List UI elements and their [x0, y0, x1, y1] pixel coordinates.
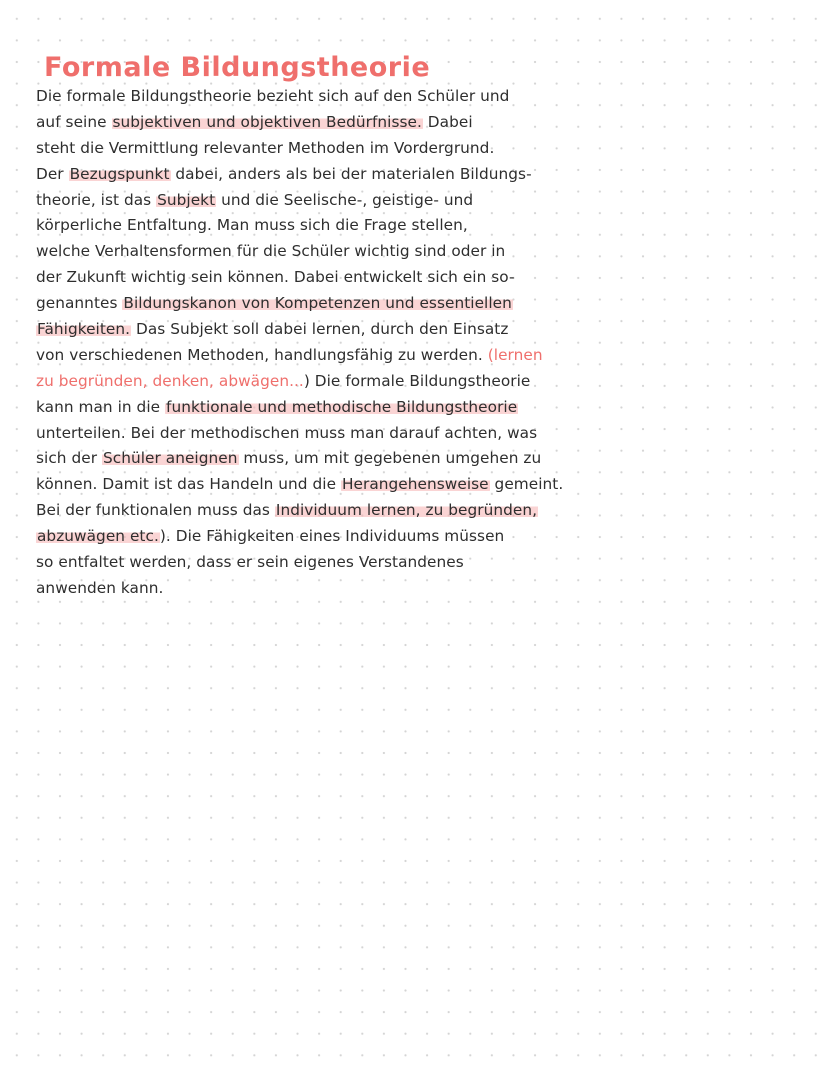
text-line: [36, 213, 826, 239]
text-line: [36, 576, 826, 602]
note-body: [36, 84, 826, 602]
text-line: [36, 369, 826, 395]
text-line: [36, 421, 826, 447]
text-line: [36, 239, 826, 265]
text-segment: Bei der funktionalen muss das: [36, 501, 275, 520]
highlighted-text: Schüler aneignen: [102, 449, 238, 468]
highlighted-text: Bildungskanon von Kompetenzen und essentiellen: [123, 294, 512, 313]
text-segment: unterteilen. Bei der methodischen muss man darauf achten, was: [36, 423, 538, 442]
text-line: [36, 291, 826, 317]
text-segment: ) Die formale Bildungstheorie: [303, 371, 531, 390]
highlighted-text: subjektiven und objektiven Bedürfnisse.: [112, 112, 422, 131]
text-line: [36, 524, 826, 550]
highlighted-text: Bezugspunkt: [69, 164, 170, 183]
text-segment: genanntes: [36, 294, 123, 313]
text-segment: Die formale Bildungstheorie bezieht sich auf den Schüler und: [36, 87, 510, 105]
text-segment: auf seine: [36, 112, 112, 131]
text-segment: theorie, ist das: [36, 190, 157, 209]
text-segment: sich der: [36, 449, 102, 468]
text-line: [36, 317, 826, 343]
highlighted-text: funktionale und methodische Bildungstheorie: [166, 397, 518, 416]
text-segment: Der: [36, 164, 69, 183]
text-line: [36, 472, 826, 498]
text-segment: anwenden kann.: [36, 578, 164, 597]
text-line: [36, 498, 826, 524]
text-line: [36, 343, 826, 369]
red-annotation-text: zu begründen, denken, abwägen...: [36, 371, 304, 390]
text-line: [36, 446, 826, 472]
text-segment: körperliche Entfaltung. Man muss sich die Frage stellen,: [36, 216, 468, 235]
highlighted-text: Fähigkeiten.: [37, 320, 131, 339]
text-segment: der Zukunft wichtig sein können. Dabei entwickelt sich ein so-: [36, 268, 515, 287]
highlighted-text: abzuwägen etc.: [37, 527, 159, 546]
text-segment: welche Verhaltensformen für die Schüler wichtig sind oder in: [36, 242, 506, 261]
text-segment: von verschiedenen Methoden, handlungsfähig zu werden.: [36, 345, 488, 364]
text-segment: steht die Vermittlung relevanter Methoden im Vordergrund.: [36, 138, 495, 157]
text-segment: Das Subjekt soll dabei lernen, durch den Einsatz: [131, 320, 509, 339]
text-segment: kann man in die: [36, 397, 166, 416]
text-line: [36, 395, 826, 421]
page-title: Formale Bildungstheorie: [44, 52, 431, 83]
text-segment: können. Damit ist das Handeln und die: [36, 475, 341, 494]
text-segment: gemeint.: [489, 475, 564, 494]
text-segment: so entfaltet werden, dass er sein eigenes Verstandenes: [36, 553, 464, 572]
text-segment: dabei, anders als bei der materialen Bildungs-: [170, 164, 532, 183]
text-segment: muss, um mit gegebenen umgehen zu: [238, 449, 542, 468]
text-line: [36, 84, 826, 110]
text-segment: ). Die Fähigkeiten eines Individuums müssen: [159, 527, 505, 546]
text-segment: und die Seelische-, geistige- und: [216, 190, 474, 209]
text-line: [36, 162, 826, 188]
text-line: [36, 188, 826, 214]
text-segment: Dabei: [422, 112, 473, 131]
red-annotation-text: (lernen: [487, 345, 543, 364]
text-line: [36, 110, 826, 136]
text-line: [36, 265, 826, 291]
highlighted-text: Subjekt: [157, 190, 216, 209]
highlighted-text: Individuum lernen, zu begründen,: [275, 501, 538, 520]
highlighted-text: Herangehensweise: [341, 475, 489, 494]
text-line: [36, 550, 826, 576]
text-line: [36, 136, 826, 162]
